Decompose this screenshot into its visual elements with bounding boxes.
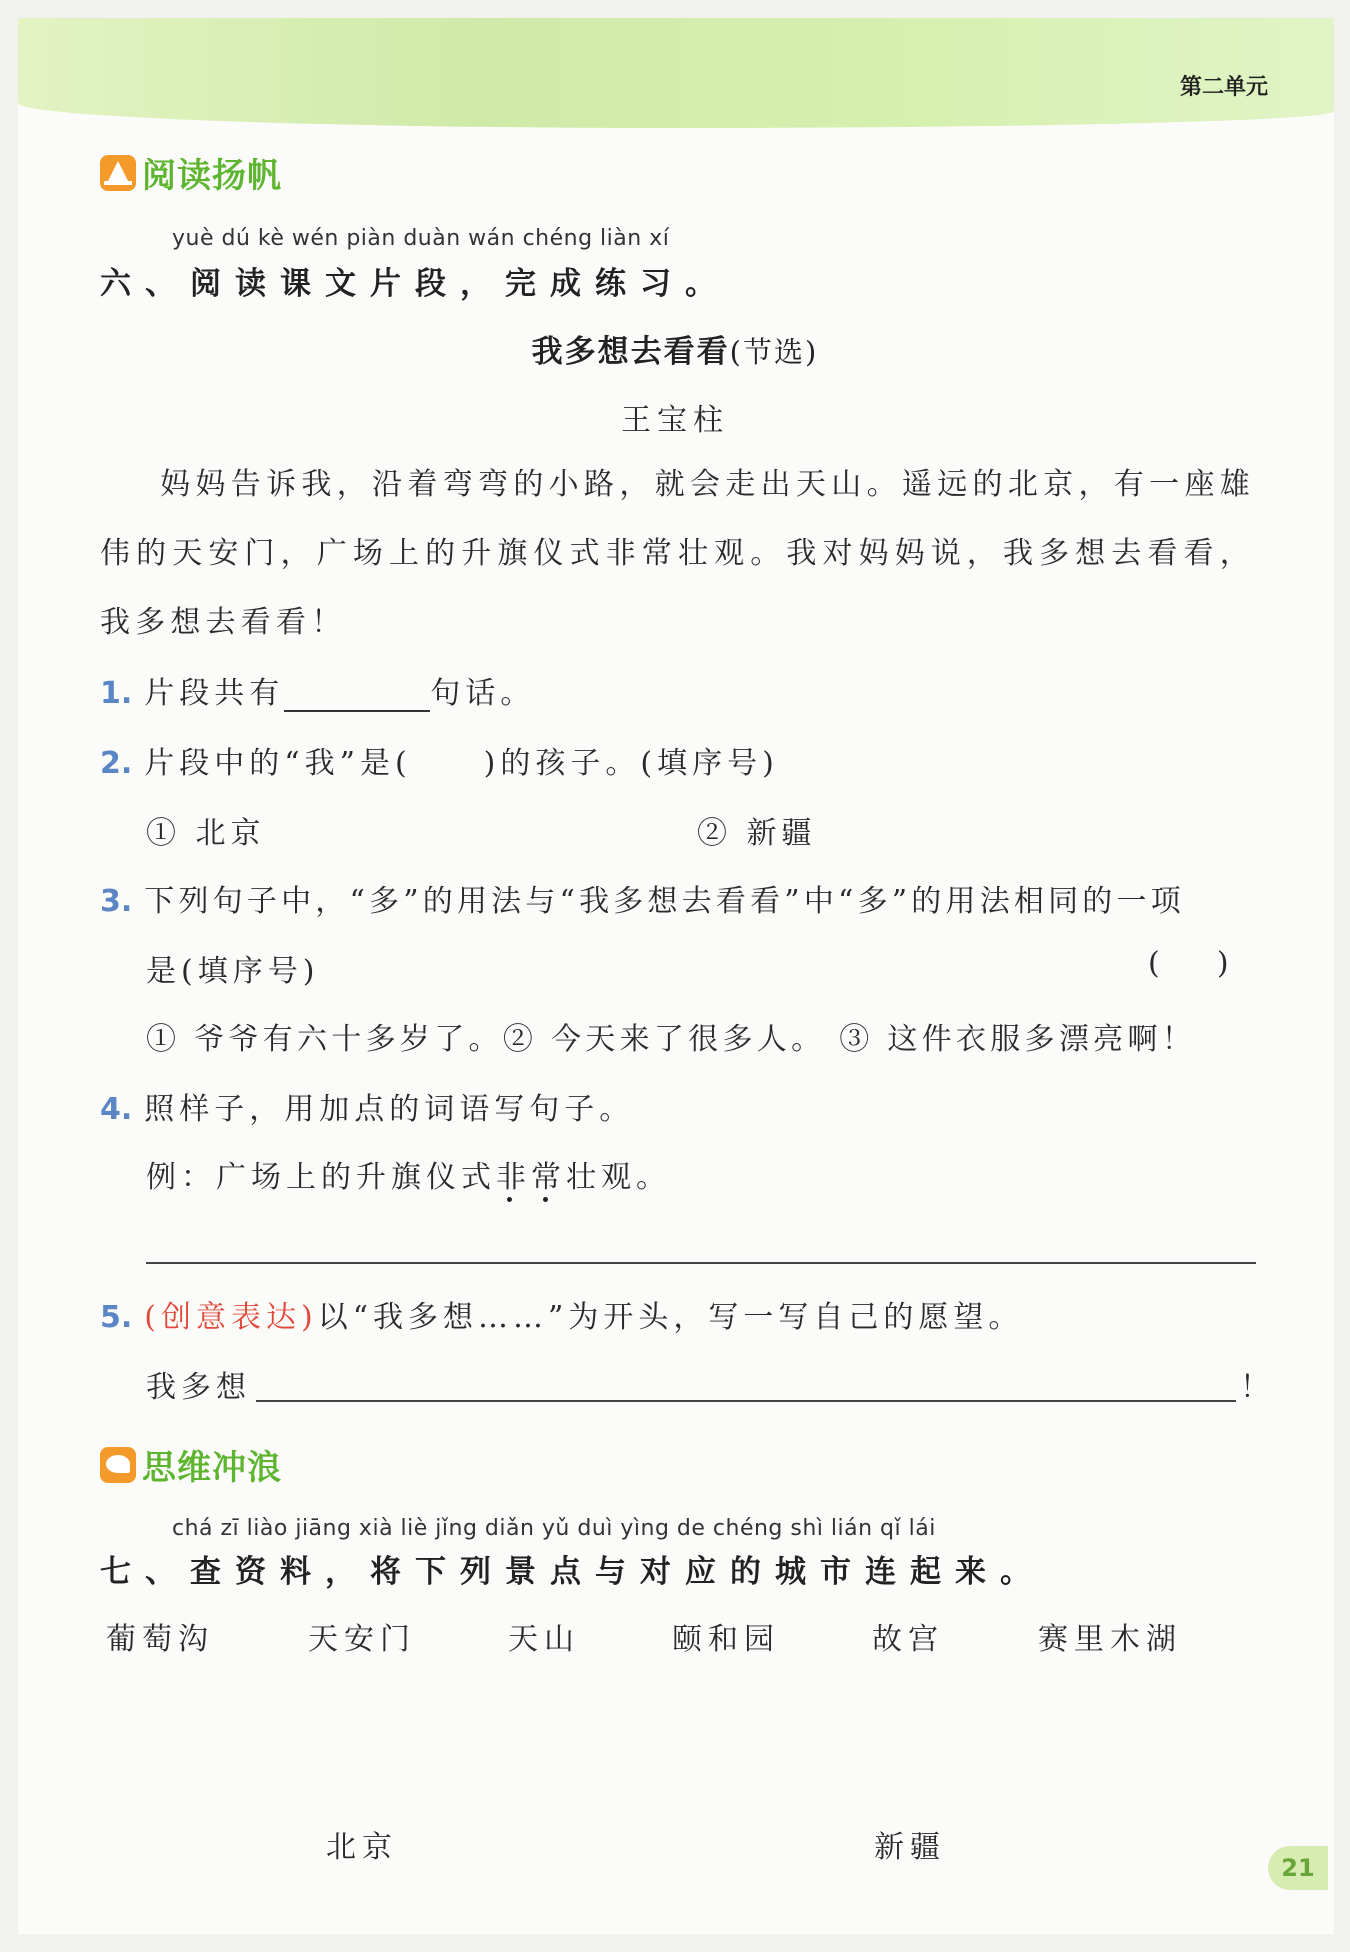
spot-item[interactable]: 颐和园 xyxy=(672,1622,780,1657)
spot-item[interactable]: 葡萄沟 xyxy=(106,1622,214,1657)
item-5-prompt: 我多想 xyxy=(146,1370,251,1405)
item-2-option-1: ① 北京 xyxy=(146,816,266,851)
section-thinking xyxy=(100,1440,282,1489)
item-4-text: 照样子，用加点的词语写句子。 xyxy=(144,1092,635,1127)
emphasis-dot xyxy=(543,1197,548,1202)
item-5-text: 以“我多想……”为开头，写一写自己的愿望。 xyxy=(317,1300,1024,1335)
section-reading xyxy=(100,148,282,197)
q6-pinyin: yuè dú kè wén piàn duàn wán chéng liàn xí xyxy=(172,226,670,251)
dolphin-icon xyxy=(100,1447,136,1483)
spot-item[interactable]: 故宫 xyxy=(872,1622,944,1657)
item-5-answer-line[interactable] xyxy=(256,1400,1236,1402)
emphasis-dot xyxy=(507,1197,512,1202)
city-item[interactable]: 新疆 xyxy=(874,1830,946,1865)
item-4 xyxy=(100,1084,634,1128)
page-number: 21 xyxy=(1268,1846,1328,1890)
spot-item[interactable]: 赛里木湖 xyxy=(1038,1622,1182,1657)
passage-body: 妈妈告诉我，沿着弯弯的小路，就会走出天山。遥远的北京，有一座雄伟的天安门，广场上的升旗仪式非常壮观。我对妈妈说，我多想去看看，我多想去看看！ xyxy=(100,467,1255,640)
creative-tag: (创意表达) xyxy=(144,1300,318,1335)
item-1-blank[interactable] xyxy=(284,678,430,712)
spot-item[interactable]: 天安门 xyxy=(308,1622,416,1657)
item-number: 2. xyxy=(100,746,133,781)
passage-title-main: 我多想去看看 xyxy=(531,334,730,370)
item-number: 5. xyxy=(100,1300,133,1335)
item-number: 4. xyxy=(100,1092,133,1127)
passage-title-sub: (节选) xyxy=(729,335,819,369)
item-3-options: ① 爷爷有六十多岁了。② 今天来了很多人。 ③ 这件衣服多漂亮啊！ xyxy=(146,1022,1197,1057)
item-2 xyxy=(100,738,779,782)
spot-item[interactable]: 天山 xyxy=(508,1622,580,1657)
item-1 xyxy=(100,668,535,712)
item-3-line2: 是(填序号) xyxy=(146,954,320,989)
section-title: 阅读扬帆 xyxy=(142,156,282,196)
item-number: 3. xyxy=(100,884,133,919)
item-5-end: ！ xyxy=(1240,1370,1275,1405)
passage-author: 王宝柱 xyxy=(621,403,729,438)
passage-text xyxy=(100,450,1255,657)
item-2-pre: 片段中的“我”是( xyxy=(144,746,412,781)
item-5 xyxy=(100,1292,1023,1336)
q7-pinyin: chá zī liào jiāng xià liè jǐng diǎn yǔ duì yìng de chéng shì lián qǐ lái xyxy=(172,1516,936,1541)
item-1-post: 句话。 xyxy=(430,676,536,711)
q6-title: 六、阅读课文片段，完成练习。 xyxy=(100,266,730,302)
q7-title: 七、查资料，将下列景点与对应的城市连起来。 xyxy=(100,1554,1045,1590)
item-3-answer-paren[interactable]: ( ) xyxy=(1148,946,1229,981)
sail-icon xyxy=(100,155,136,191)
item-4-example: 例：广场上的升旗仪式非常壮观。 xyxy=(146,1160,671,1195)
passage-title xyxy=(0,326,1350,371)
item-3-line1: 下列句子中，“多”的用法与“我多想去看看”中“多”的用法相同的一项 xyxy=(144,884,1185,919)
unit-label: 第二单元 xyxy=(1179,75,1268,100)
item-2-option-2: ② 新疆 xyxy=(697,816,817,851)
header-band xyxy=(18,18,1334,128)
item-1-pre: 片段共有 xyxy=(144,676,285,711)
city-item[interactable]: 北京 xyxy=(326,1830,398,1865)
item-3 xyxy=(100,876,1185,920)
item-2-post: )的孩子。(填序号) xyxy=(483,746,779,781)
section-title: 思维冲浪 xyxy=(142,1448,282,1488)
item-number: 1. xyxy=(100,676,133,711)
item-4-answer-line[interactable] xyxy=(146,1262,1256,1264)
